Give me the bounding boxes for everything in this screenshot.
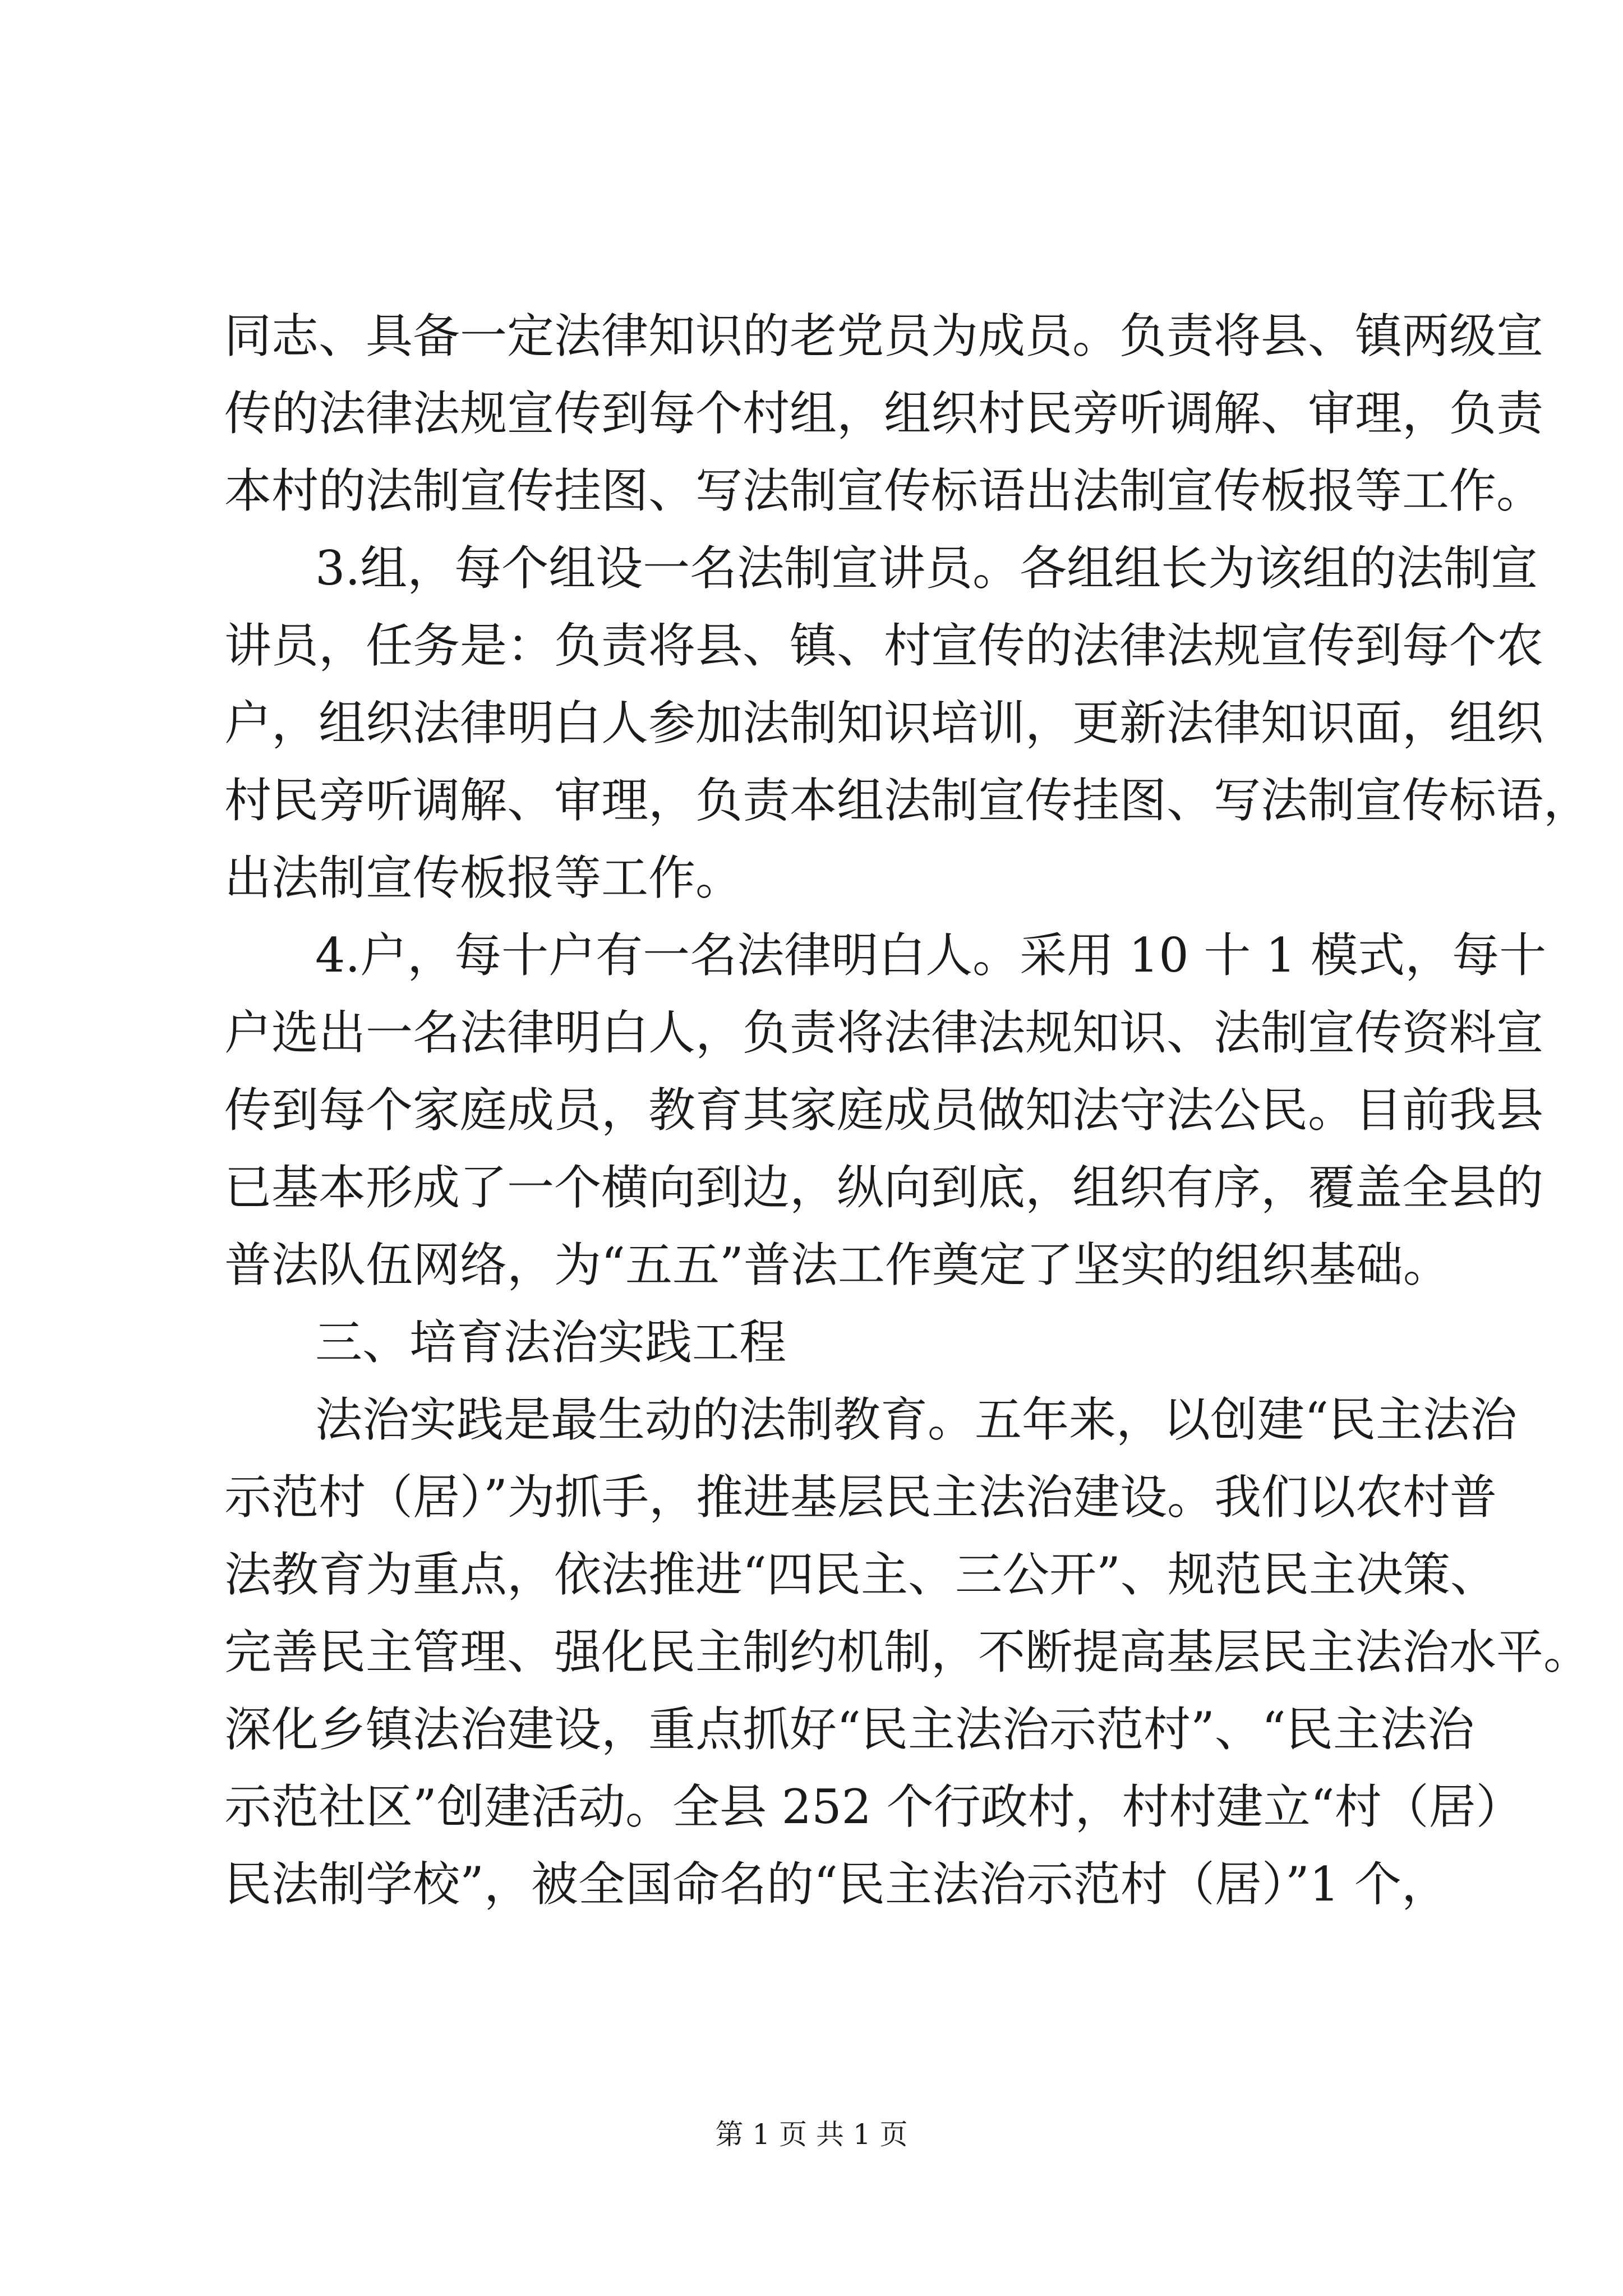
text-line: 户，组织法律明白人参加法制知识培训，更新法律知识面，组织 [224, 696, 1544, 751]
page-footer: 第 1 页 共 1 页 [715, 2118, 908, 2151]
text-line: 传的法律法规宣传到每个村组，组织村民旁听调解、审理，负责 [224, 386, 1544, 441]
text-line: 户选出一名法律明白人，负责将法律法规知识、法制宣传资料宣 [224, 1005, 1544, 1060]
text-line: 普法队伍网络，为“五五”普法工作奠定了坚实的组织基础。 [224, 1237, 1450, 1292]
text-line: 讲员，任务是：负责将县、镇、村宣传的法律法规宣传到每个农 [224, 618, 1544, 673]
text-line: 已基本形成了一个横向到边，纵向到底，组织有序，覆盖全县的 [224, 1160, 1544, 1215]
text-line: 出法制宣传板报等工作。 [224, 850, 743, 905]
text-line: 完善民主管理、强化民主制约机制，不断提高基层民主法治水平。 [224, 1625, 1591, 1680]
text-line: 民法制学校”，被全国命名的“民主法治示范村（居）”1 个， [224, 1857, 1449, 1912]
text-line: 深化乡镇法治建设，重点抓好“民主法治示范村”、“民主法治 [224, 1702, 1474, 1757]
text-line: 传到每个家庭成员，教育其家庭成员做知法守法公民。目前我县 [224, 1083, 1544, 1138]
text-line: 村民旁听调解、审理，负责本组法制宣传挂图、写法制宣传标语， [224, 773, 1591, 828]
text-line: 法治实践是最生动的法制教育。五年来，以创建“民主法治 [315, 1392, 1517, 1447]
text-line: 4.户，每十户有一名法律明白人。采用 10 十 1 模式，每十 [315, 928, 1547, 983]
text-line: 3.组，每个组设一名法制宣讲员。各组组长为该组的法制宣 [315, 541, 1538, 596]
text-line: 同志、具备一定法律知识的老党员为成员。负责将县、镇两级宣 [224, 309, 1544, 364]
text-line: 三、培育法治实践工程 [315, 1315, 787, 1370]
text-line: 示范村（居）”为抓手，推进基层民主法治建设。我们以农村普 [224, 1470, 1497, 1525]
text-line: 示范社区”创建活动。全县 252 个行政村，村村建立“村（居） [224, 1779, 1523, 1834]
text-line: 法教育为重点，依法推进“四民主、三公开”、规范民主决策、 [224, 1547, 1497, 1602]
text-line: 本村的法制宣传挂图、写法制宣传标语出法制宣传板报等工作。 [224, 463, 1544, 518]
document-body [224, 297, 1591, 1923]
